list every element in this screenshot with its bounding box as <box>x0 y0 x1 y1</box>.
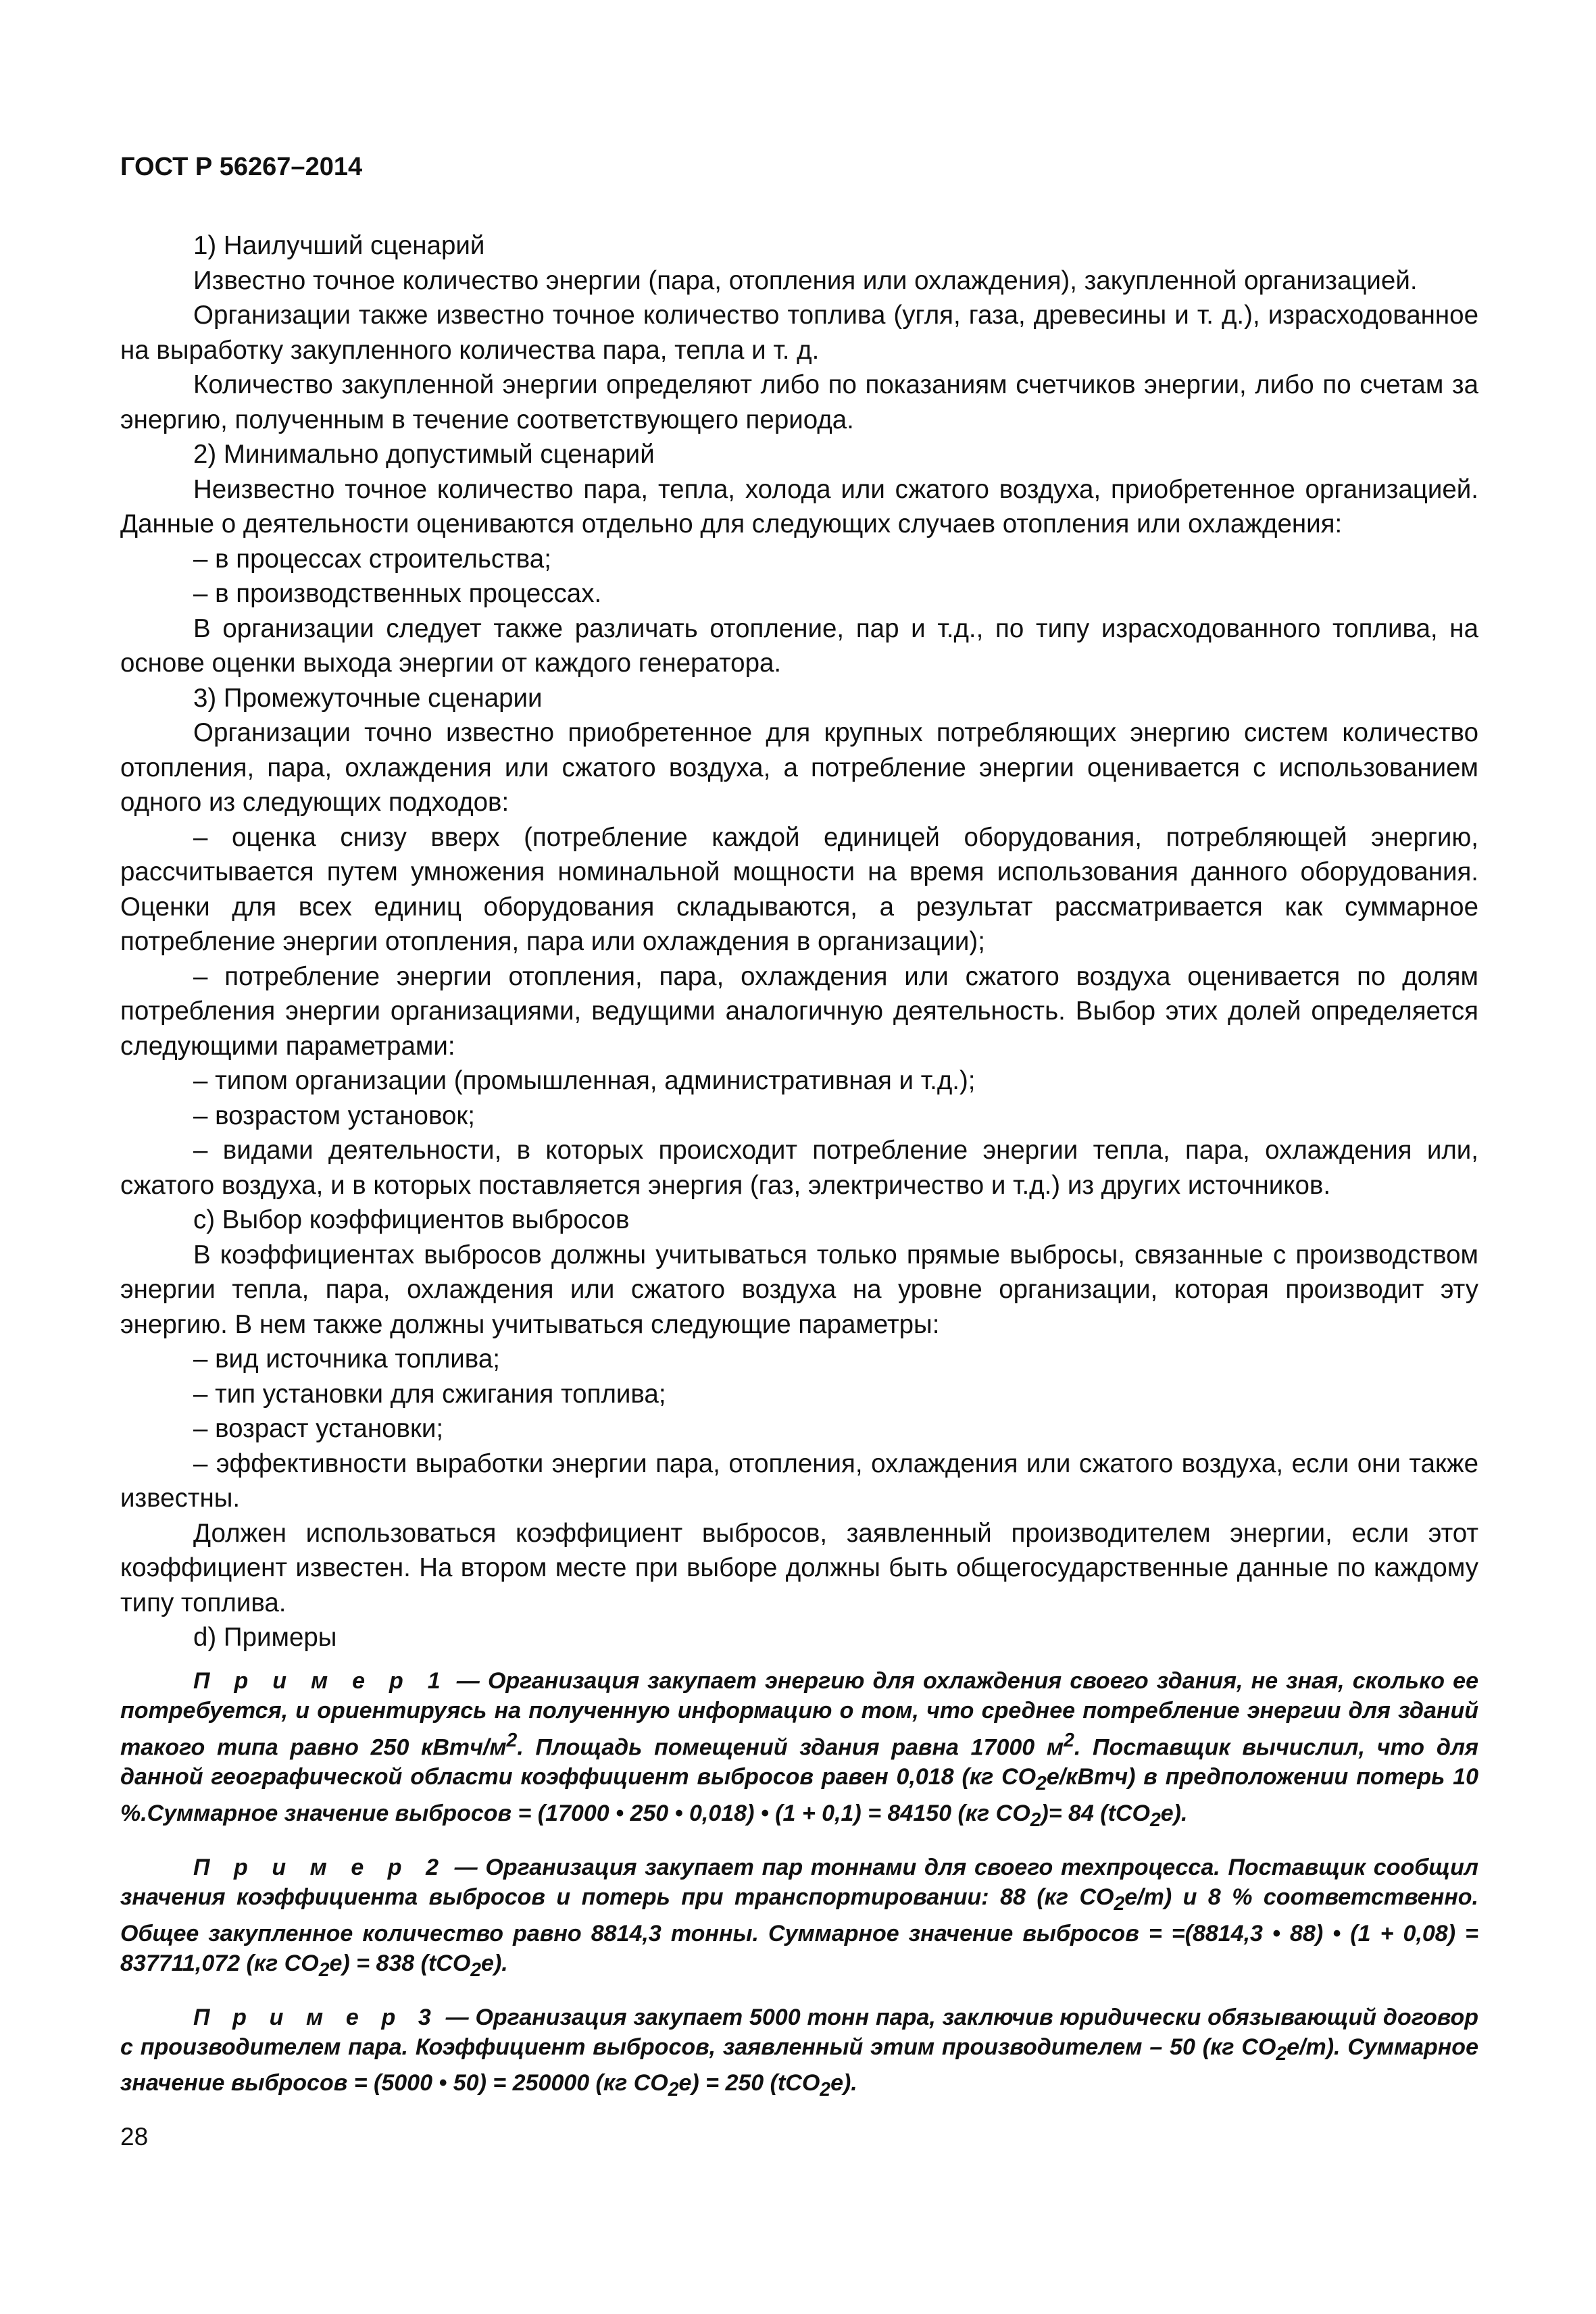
paragraph: – в процессах строительства; <box>193 544 551 574</box>
paragraph: – типом организации (промышленная, административная и т.д.); <box>193 1066 976 1095</box>
example-text: е/кВтч) в предположении потерь 10 %.Суммарное значение выбросов = (17000 • 250 • 0,018) • (1 + 0,1) = 84150 (кг CO <box>120 1764 1478 1827</box>
document-header: ГОСТ Р 56267–2014 <box>120 153 363 181</box>
example-text: 2 <box>820 2079 831 2101</box>
example-text: )= 84 (tCO <box>1041 1801 1150 1827</box>
example-label: П р и м е р 3 <box>193 2004 439 2030</box>
example-text: 2 <box>1276 2042 1287 2065</box>
paragraph: – возрастом установок; <box>193 1101 475 1130</box>
paragraph: 1) Наилучший сценарий <box>193 231 485 260</box>
paragraph: c) Выбор коэффициентов выбросов <box>193 1205 630 1234</box>
example-text: e). <box>481 1950 508 1976</box>
paragraph: – потребление энергии отопления, пара, охлаждения или сжатого воздуха оценивается по долям потребления энергии организациями, ведущими аналогичную деятельность. Выбор этих долей определяется следующими параметрами: <box>120 961 1478 1061</box>
paragraph: Количество закупленной энергии определяют либо по показаниям счетчиков энергии, либо по счетам за энергию, полученным в течение соответствующего периода. <box>120 370 1478 434</box>
paragraph: – вид источника топлива; <box>193 1344 500 1374</box>
paragraph: Организации также известно точное количество топлива (угля, газа, древесины и т. д.), израсходованное на выработку закупленного количества пара, тепла и т. д. <box>120 301 1478 365</box>
example-label: П р и м е р 1 <box>193 1668 449 1694</box>
paragraph: – в производственных процессах. <box>193 579 602 608</box>
paragraph: В коэффициентах выбросов должны учитываться только прямые выбросы, связанные с производством энергии тепла, пара, охлаждения или сжатого воздуха на уровне организации, которая производит эту энергию. В нем также должны учитываться следующие параметры: <box>120 1240 1478 1339</box>
example-text: 2 <box>318 1959 330 1981</box>
body-text <box>120 228 1478 1655</box>
paragraph: – эффективности выработки энергии пара, отопления, охлаждения или сжатого воздуха, если они также известны. <box>120 1449 1478 1513</box>
paragraph: Известно точное количество энергии (пара, отопления или охлаждения), закупленной организацией. <box>193 266 1418 295</box>
example-text: е/т) и 8 % соответственно. Общее закупленное количество равно 8814,3 тонны. Суммарное значение выбросов = =(8814,3 • 88) • (1 + 0,08) = 837711,072 (кг CO <box>120 1884 1478 1976</box>
example-text: е/т). Суммарное значение выбросов = (5000 • 50) = 250000 (кг CO <box>120 2034 1478 2096</box>
example-text: e). <box>830 2070 857 2096</box>
example-text: 2 <box>470 1959 482 1981</box>
example-text: 2 <box>506 1730 518 1751</box>
page-number: 28 <box>120 2123 149 2150</box>
example-text: 2 <box>1149 1809 1161 1831</box>
example-paragraph <box>120 1666 1478 1835</box>
example-label: П р и м е р 2 <box>193 1854 447 1880</box>
example-text: 2 <box>1030 1809 1041 1831</box>
example-text: e). <box>1160 1801 1188 1827</box>
examples-block <box>120 1666 1478 2122</box>
paragraph: В организации следует также различать отопление, пар и т.д., по типу израсходованного топлива, на основе оценки выхода энергии от каждого генератора. <box>120 613 1478 678</box>
paragraph: – оценка снизу вверх (потребление каждой единицей оборудования, потребляющей энергию, рассчитывается путем умножения номинальной мощности на время использования данного оборудования. Оценки для всех единиц оборудования складываются, а результат рассматривается как суммарное потребление энергии отопления, пара или охлаждения в организации); <box>120 822 1478 956</box>
paragraph: – видами деятельности, в которых происходит потребление энергии тепла, пара, охлаждения или, сжатого воздуха, и в которых поставляется энергия (газ, электричество и т.д.) из других источников. <box>120 1136 1478 1200</box>
paragraph: d) Примеры <box>193 1623 337 1652</box>
paragraph: Организации точно известно приобретенное для крупных потребляющих энергию систем количество отопления, пара, охлаждения или сжатого воздуха, а потребление энергии оценивается с использованием одного из следующих подходов: <box>120 718 1478 817</box>
example-paragraph <box>120 2003 1478 2105</box>
example-text: . Площадь помещений здания равна 17000 м <box>517 1734 1064 1761</box>
paragraph: Должен использоваться коэффициент выбросов, заявленный производителем энергии, если этот коэффициент известен. На втором месте при выборе должны быть общегосударственные данные по каждому типу топлива. <box>120 1518 1478 1617</box>
example-paragraph <box>120 1853 1478 1985</box>
paragraph: 3) Промежуточные сценарии <box>193 683 543 713</box>
example-text: 2 <box>1114 1892 1125 1915</box>
example-text: 2 <box>1036 1773 1047 1795</box>
example-text: 2 <box>668 2079 679 2101</box>
paragraph: Неизвестно точное количество пара, тепла, холода или сжатого воздуха, приобретенное организацией. Данные о деятельности оцениваются отдельно для следующих случаев отопления или охлаждения: <box>120 474 1478 538</box>
example-text: 2 <box>1064 1730 1074 1751</box>
paragraph: – возраст установки; <box>193 1414 444 1443</box>
example-text: — Организация закупает 5000 тонн пара, заключив юридически обязывающий договор с производителем пара. Коэффициент выбросов, заявленный этим производителем – 50 (кг CO <box>120 2004 1479 2060</box>
example-text: e) = 250 (tCO <box>678 2070 820 2096</box>
paragraph: – тип установки для сжигания топлива; <box>193 1379 666 1409</box>
example-text: . Поставщик вычислил, что для данной географической области коэффициент выбросов равен 0,018 (кг CO <box>120 1734 1479 1790</box>
paragraph: 2) Минимально допустимый сценарий <box>193 440 655 469</box>
example-text: — Организация закупает энергию для охлаждения своего здания, не зная, сколько ее потребуется, и ориентируясь на полученную информацию о том, что среднее потребление энергии для зданий такого типа равно 250 кВтч/м <box>120 1668 1478 1761</box>
example-text: — Организация закупает пар тоннами для своего техпроцесса. Поставщик сообщил значения коэффициента выбросов и потерь при транспортировании: 88 (кг CO <box>120 1854 1478 1910</box>
example-text: е) = 838 (tCO <box>329 1950 471 1976</box>
